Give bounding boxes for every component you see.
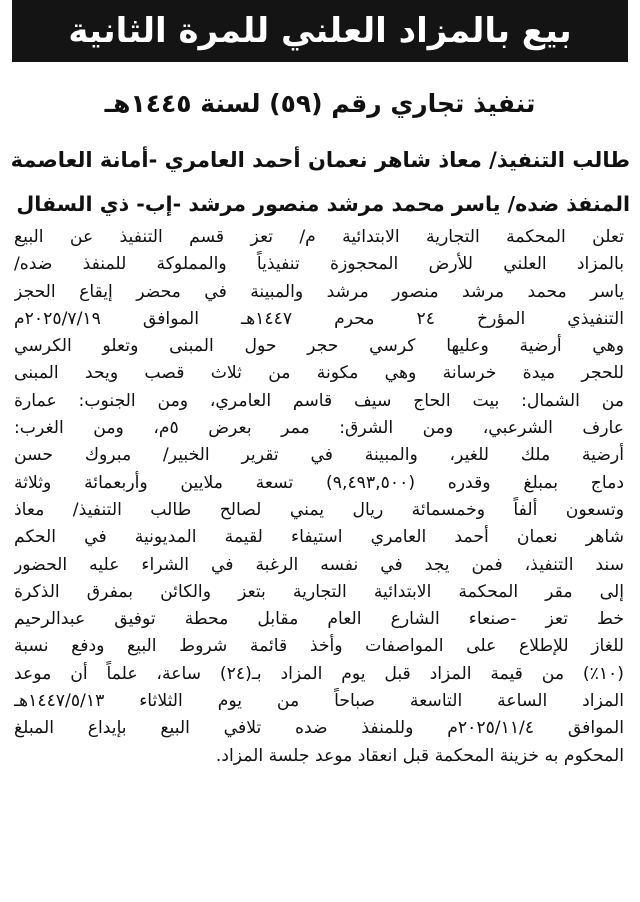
body-line: ياسر محمد مرشد منصور مرشد والمبينة في محضر إيقاع الحجز [14, 281, 624, 302]
notice-title: بيع بالمزاد العلني للمرة الثانية [68, 11, 572, 51]
body-line: إلى مقر المحكمة الابتدائية التجارية بتعز والكائن بمفرق الذكرة [14, 581, 624, 602]
notice-body [14, 224, 624, 770]
respondent-heading: المنفذ ضده/ ياسر محمد مرشد منصور مرشد -إب- ذي السفال [16, 192, 630, 216]
body-line: عارف الشرعبي، ومن الشرق: ممر بعرض ٥م، ومن الغرب: [14, 418, 624, 439]
body-line: خط تعز -صنعاء الشارع العام مقابل محطة توفيق عبدالرحيم [14, 609, 624, 630]
body-line: بالمزاد العلني للأرض المحجوزة تنفيذياً والمملوكة للمنفذ ضده/ [14, 254, 624, 275]
body-line: (١٠٪) من قيمة المزاد قبل يوم المزاد بـ(٢٤) ساعة، علماً أن موعد [14, 663, 624, 684]
body-line: للحجر ميدة خرسانة وهي مكونة من ثلاث قصب ويحد المبنى [14, 363, 624, 384]
body-line: المحكوم به خزينة المحكمة قبل انعقاد موعد جلسة المزاد. [215, 745, 624, 766]
execution-requester-heading: طالب التنفيذ/ معاذ شاهر نعمان أحمد العامري -أمانة العاصمة [10, 148, 630, 172]
body-line: دماج بمبلغ وقدره (٩,٤٩٣,٥٠٠) تسعة ملايين وأربعمائة وثلاثة [14, 472, 624, 493]
body-line: سند التنفيذ، فمن يجد في نفسه الرغبة في الشراء عليه الحضور [14, 554, 624, 575]
body-line: شاهر نعمان أحمد العامري استيفاء لقيمة المديونية في الحكم [14, 527, 624, 548]
body-line: التنفيذي المؤرخ ٢٤ محرم ١٤٤٧هـ الموافق ٢٠٢٥/٧/١٩م [14, 308, 624, 329]
title-banner [12, 0, 628, 62]
body-line: المزاد الساعة التاسعة صباحاً من يوم الثلاثاء ١٤٤٧/٥/١٣هـ [14, 691, 624, 712]
body-line: وهي أرضية وعليها كرسي حجر حول المبنى وتعلو الكرسي [14, 336, 624, 357]
body-line: من الشمال: بيت الحاج سيف قاسم العامري، ومن الجنوب: عمارة [14, 390, 624, 411]
body-line: للغاز للإطلاع على المواصفات وأخذ قائمة شروط البيع ودفع نسبة [14, 636, 624, 657]
body-line: تعلن المحكمة التجارية الابتدائية م/ تعز قسم التنفيذ عن البيع [14, 227, 624, 247]
body-line: أرضية ملك للغير، والمبينة في تقرير الخبير/ مبروك حسن [14, 445, 624, 466]
body-line: الموافق ٢٠٢٥/١١/٤م وللمنفذ ضده تلافي البيع بإيداع المبلغ [14, 718, 624, 739]
body-line: وتسعون ألفاً وخمسمائة ريال يمني لصالح طالب التنفيذ/ معاذ [14, 499, 624, 520]
case-number-heading: تنفيذ تجاري رقم (٥٩) لسنة ١٤٤٥هـ [104, 89, 536, 118]
